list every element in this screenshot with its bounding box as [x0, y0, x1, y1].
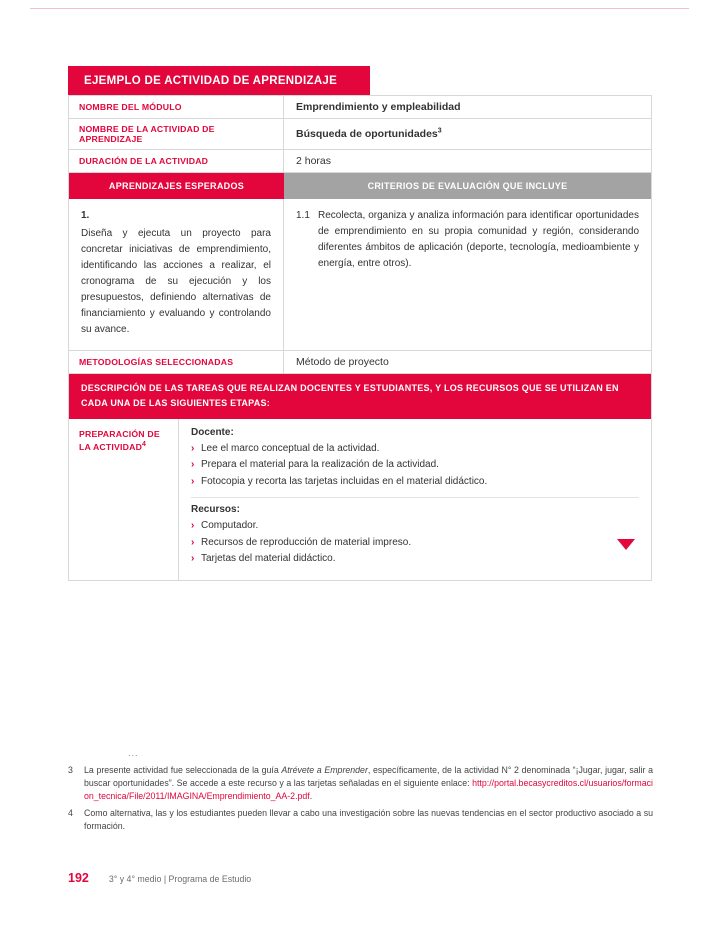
- footnote-3: [68, 764, 653, 804]
- activity-table: [68, 66, 652, 581]
- footnotes: [68, 748, 653, 836]
- duration-value: 2 horas: [296, 155, 332, 167]
- criteria-cell: [284, 199, 651, 350]
- learning-number: 1.: [81, 210, 90, 221]
- learning-criteria-row: [69, 199, 651, 351]
- methodologies-label: METODOLOGÍAS SELECCIONADAS: [69, 351, 284, 373]
- continuation-arrow-icon: [617, 539, 635, 550]
- page-top-rule: [30, 8, 689, 9]
- tasks-description-header: DESCRIPCIÓN DE LAS TAREAS QUE REALIZAN DOCENTES Y ESTUDIANTES, Y LOS RECURSOS QUE SE UTILIZAN EN CADA UNA DE LAS SIGUIENTES ETAPAS:: [69, 374, 651, 419]
- activity-name-label: NOMBRE DE LA ACTIVIDAD DE APRENDIZAJE: [69, 119, 284, 149]
- list-item-text: Tarjetas del material didáctico.: [201, 553, 336, 565]
- expected-learning-cell: [69, 199, 284, 350]
- list-item: [191, 551, 639, 568]
- column-headers-band: [69, 173, 651, 199]
- list-item: [191, 535, 639, 552]
- footnote-text: Como alternativa, las y los estudiantes pueden llevar a cabo una investigación sobre las nuevas tendencias en el sector productivo asociado a su formación.: [84, 807, 653, 831]
- list-item-text: Prepara el material para la realización de la actividad.: [201, 459, 439, 471]
- preparation-label: PREPARACIÓN DE LA ACTIVIDAD$^4$: [69, 419, 179, 580]
- table-row: [69, 119, 651, 150]
- list-item-text: Lee el marco conceptual de la actividad.: [201, 442, 380, 454]
- list-item-text: Fotocopia y recorta las tarjetas incluidas en el material didáctico.: [201, 475, 488, 487]
- list-item: [191, 474, 639, 491]
- module-name-label: NOMBRE DEL MÓDULO: [69, 96, 284, 118]
- list-item: [191, 457, 639, 474]
- footnote-ref-3: 3: [437, 127, 442, 135]
- table-row: [69, 96, 651, 119]
- list-item: [191, 441, 639, 458]
- table-body: [68, 95, 652, 581]
- docente-heading: Docente:: [191, 426, 234, 438]
- table-row: [69, 351, 651, 374]
- table-row: [69, 150, 651, 173]
- chevron-bullet-icon: ›: [191, 442, 195, 454]
- footnote-4: [68, 807, 653, 833]
- list-item: [191, 518, 639, 535]
- criteria-number: 1.1: [296, 210, 310, 221]
- recursos-block: [191, 497, 639, 568]
- list-item-text: Recursos de reproducción de material impreso.: [201, 536, 412, 548]
- criteria-text: Recolecta, organiza y analiza información para identificar oportunidades de emprendimiento en su propia comunidad y región, considerando diferentes ámbitos de aplicación (deporte, tecnología, medioambiente y energía, entre otros).: [318, 210, 639, 269]
- page-number: 192: [68, 871, 89, 885]
- preparation-content: [179, 419, 651, 580]
- learning-text: Diseña y ejecuta un proyecto para concretar iniciativas de emprendimiento, identificando las acciones a realizar, el cronograma de su ejecución y los presupuestos, definiendo alternativas de financiamiento y evaluando y controlando su avance.: [81, 228, 271, 335]
- footnote-number: 3: [68, 765, 73, 775]
- chevron-bullet-icon: ›: [191, 520, 195, 532]
- footnote-text: La presente actividad fue seleccionada de la guía Atrévete a Emprender, específicamente, de la actividad N° 2 denominada “¡Jugar, jugar, salir a buscar oportunidades”. Se accede a este recurso y a las tarjetas señaladas en el siguiente enlace: http://portal.becasycreditos.cl/usuarios/formacion_tecnica/File/2011/IMAGINA/Emprendimiento_AA-2.pdf.: [84, 765, 654, 802]
- page-footer: [68, 871, 251, 885]
- expected-learnings-header: APRENDIZAJES ESPERADOS: [69, 173, 284, 199]
- table-title: EJEMPLO DE ACTIVIDAD DE APRENDIZAJE: [68, 66, 370, 95]
- activity-name-text: Búsqueda de oportunidades$^3$: [296, 127, 442, 140]
- footnote-ref-4: 4: [142, 440, 147, 448]
- module-name-value: [284, 96, 651, 118]
- chevron-bullet-icon: ›: [191, 475, 195, 487]
- chevron-bullet-icon: ›: [191, 553, 195, 565]
- duration-label: DURACIÓN DE LA ACTIVIDAD: [69, 150, 284, 172]
- module-name-text: Emprendimiento y empleabilidad: [296, 101, 461, 113]
- evaluation-criteria-header: CRITERIOS DE EVALUACIÓN QUE INCLUYE: [284, 173, 651, 199]
- footnote-number: 4: [68, 807, 73, 818]
- resource-link[interactable]: http://portal.becasycreditos.cl/usuarios/formacion_tecnica/File/2011/IMAGINA/Emprendimiento_AA-2.pdf: [84, 778, 653, 802]
- chevron-bullet-icon: ›: [191, 459, 195, 471]
- list-item-text: Computador.: [201, 520, 259, 532]
- guide-title-italic: Atrévete a Emprender: [281, 765, 368, 775]
- chevron-bullet-icon: ›: [191, 536, 195, 548]
- footnote-continuation-ellipsis: ...: [128, 748, 139, 758]
- activity-name-value: [284, 119, 651, 149]
- methodologies-value: Método de proyecto: [296, 356, 389, 368]
- recursos-heading: Recursos:: [191, 504, 240, 516]
- preparation-row: [69, 419, 651, 580]
- footer-text: 3° y 4° medio | Programa de Estudio: [108, 874, 252, 884]
